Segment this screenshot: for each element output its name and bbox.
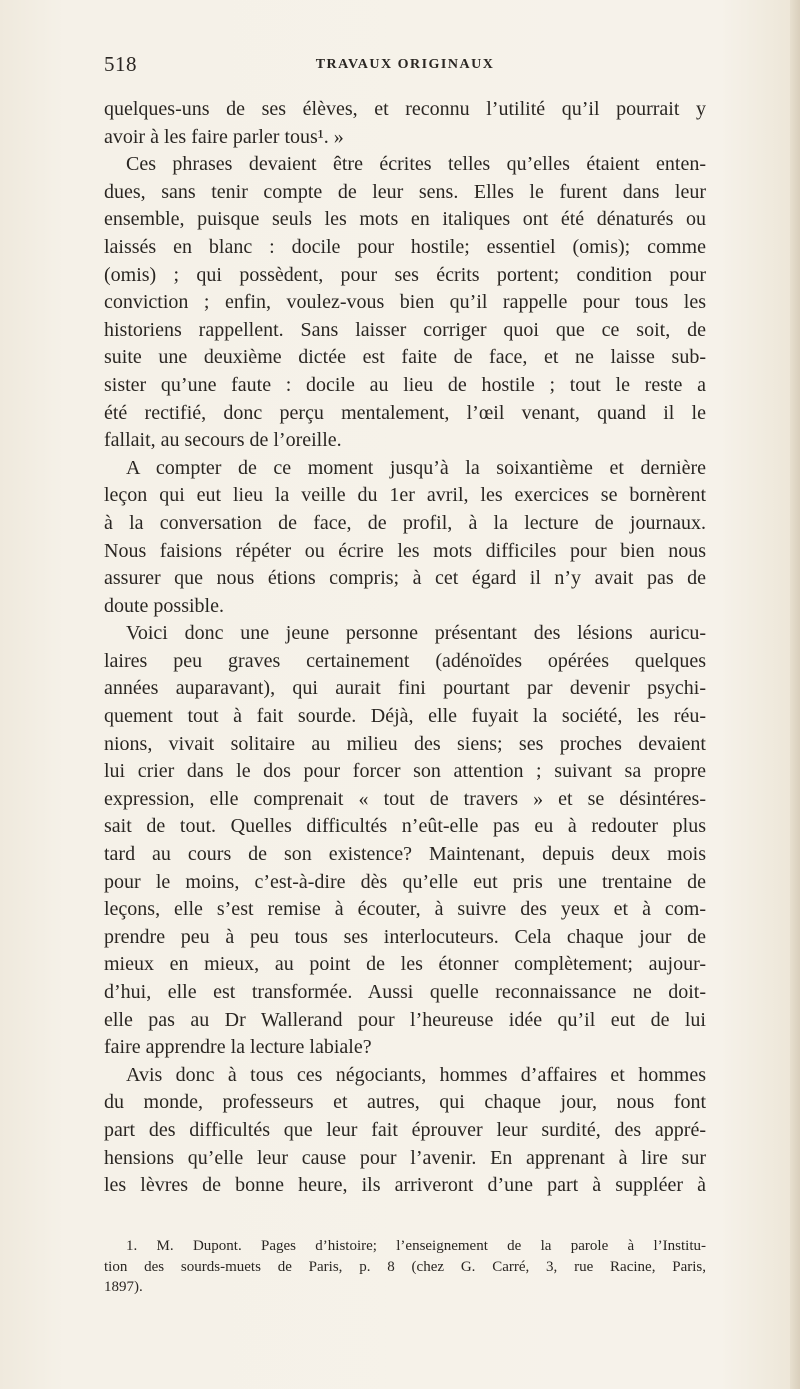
text-line: laires peu graves certainement (adénoïdes opérées quelques <box>104 649 706 672</box>
text-line: nions, vivait solitaire au milieu des siens; ses proches devaient <box>104 732 706 755</box>
text-line: (omis) ; qui possèdent, pour ses écrits portent; condition pour <box>104 263 706 286</box>
text-line: sait de tout. Quelles difficultés n’eût-elle pas eu à redouter plus <box>104 815 706 838</box>
page-header <box>104 52 706 82</box>
text-line: quelques-uns de ses élèves, et reconnu l’utilité qu’il pourrait y <box>104 98 706 120</box>
text-line: conviction ; enfin, voulez-vous bien qu’il rappelle pour tous les <box>104 291 706 314</box>
text-line: ensemble, puisque seuls les mots en italiques ont été dénaturés ou <box>104 208 706 231</box>
footnote-line: 1. M. Dupont. Pages d’histoire; l’enseignement de la parole à l’Institu- <box>126 1238 706 1254</box>
text-line: dues, sans tenir compte de leur sens. Elles le furent dans leur <box>104 180 706 203</box>
footnote-line: 1897). <box>104 1279 143 1295</box>
text-line: fallait, au secours de l’oreille. <box>104 429 342 452</box>
text-line: laissés en blanc : docile pour hostile; essentiel (omis); comme <box>104 235 706 258</box>
text-line: à la conversation de face, de profil, à la lecture de journaux. <box>104 511 706 534</box>
text-line: leçon qui eut lieu la veille du 1er avril, les exercices se bornèrent <box>104 484 706 507</box>
text-line: avoir à les faire parler tous¹. » <box>104 125 344 148</box>
text-line: Nous faisions répéter ou écrire les mots difficiles pour bien nous <box>104 539 706 562</box>
text-line: expression, elle comprenait « tout de travers » et se désintéres- <box>104 787 706 810</box>
text-line: d’hui, elle est transformée. Aussi quelle reconnaissance ne doit- <box>104 981 706 1003</box>
text-line: du monde, professeurs et autres, qui chaque jour, nous font <box>104 1091 706 1114</box>
text-line: sister qu’une faute : docile au lieu de hostile ; tout le reste a <box>104 373 706 396</box>
text-line: prendre peu à peu tous ses interlocuteurs. Cela chaque jour de <box>104 925 706 948</box>
text-line: quement tout à fait sourde. Déjà, elle fuyait la société, les réu- <box>104 705 706 728</box>
text-line: A compter de ce moment jusqu’à la soixantième et dernière <box>126 456 706 479</box>
text-line: historiens rappellent. Sans laisser corriger quoi que ce soit, de <box>104 318 706 341</box>
text-line: Ces phrases devaient être écrites telles qu’elles étaient enten- <box>126 153 706 176</box>
text-line: doute possible. <box>104 594 224 617</box>
page-number: 518 <box>104 52 137 76</box>
text-line: elle pas au Dr Wallerand pour l’heureuse idée qu’il eut de lui <box>104 1008 706 1031</box>
text-line: faire apprendre la lecture labiale? <box>104 1036 372 1059</box>
text-line: tard au cours de son existence? Maintenant, depuis deux mois <box>104 843 706 866</box>
page-edge-shadow <box>790 0 800 1389</box>
text-line: assurer que nous étions compris; à cet égard il n’y avait pas de <box>104 567 706 590</box>
footnote <box>104 1236 706 1298</box>
footnote-line: tion des sourds-muets de Paris, p. 8 (chez G. Carré, 3, rue Racine, Paris, <box>104 1258 706 1275</box>
text-line: suite une deuxième dictée est faite de face, et ne laisse sub- <box>104 346 706 369</box>
text-line: hensions qu’elle leur cause pour l’avenir. En apprenant à lire sur <box>104 1146 706 1169</box>
text-line: mieux en mieux, au point de les étonner complètement; aujour- <box>104 953 706 976</box>
text-line: pour le moins, c’est-à-dire dès qu’elle eut pris une trentaine de <box>104 870 706 893</box>
text-line: Voici donc une jeune personne présentant des lésions auricu- <box>126 622 706 645</box>
text-line: été rectifié, donc perçu mentalement, l’œil venant, quand il le <box>104 401 706 424</box>
text-line: part des difficultés que leur fait éprouver leur surdité, des appré- <box>104 1118 706 1141</box>
body-text <box>104 96 706 1200</box>
text-line: leçons, elle s’est remise à écouter, à suivre des yeux et à com- <box>104 898 706 921</box>
text-line: années auparavant), qui aurait fini pourtant par devenir psychi- <box>104 677 706 700</box>
text-line: les lèvres de bonne heure, ils arriveront d’une part à suppléer à <box>104 1174 706 1197</box>
running-head: TRAVAUX ORIGINAUX <box>315 57 495 72</box>
text-line: Avis donc à tous ces négociants, hommes d’affaires et hommes <box>126 1063 706 1086</box>
text-line: lui crier dans le dos pour forcer son attention ; suivant sa propre <box>104 760 706 783</box>
